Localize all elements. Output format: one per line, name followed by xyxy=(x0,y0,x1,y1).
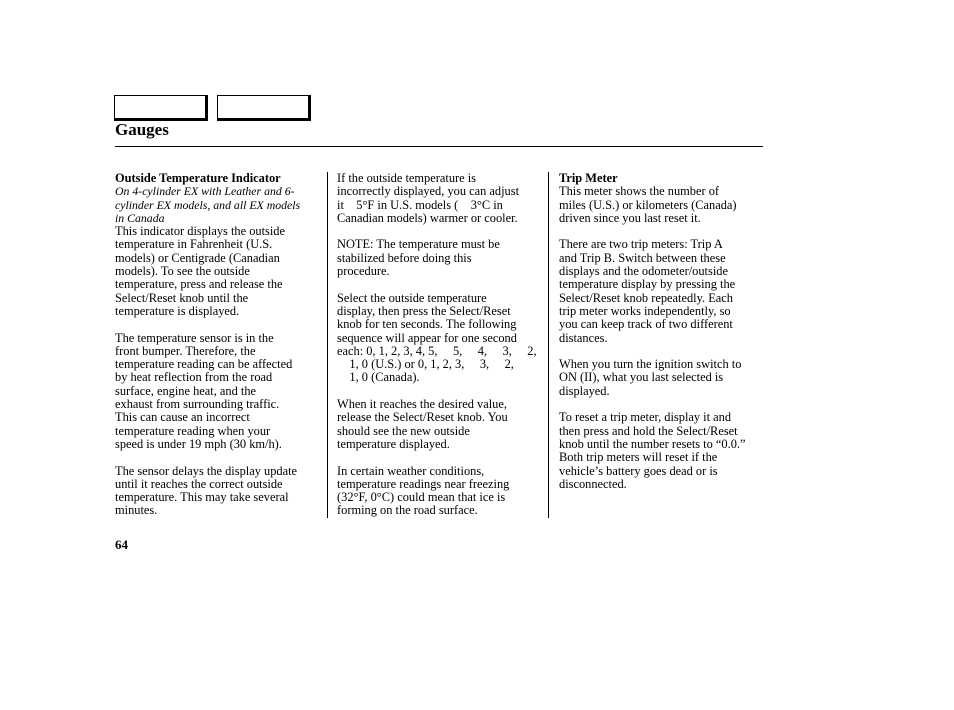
text-line: temperature, press and release the xyxy=(115,277,283,292)
section-body xyxy=(559,185,764,491)
text-line: miles (U.S.) or kilometers (Canada) xyxy=(559,197,737,212)
column-temperature-adjust xyxy=(337,172,549,531)
text-line: models). To see the outside xyxy=(115,264,250,279)
text-line: minutes. xyxy=(115,503,158,518)
section-subheading xyxy=(115,185,323,225)
text-line: displayed. xyxy=(559,383,610,398)
section-heading: Trip Meter xyxy=(559,171,618,185)
paragraph xyxy=(337,238,549,278)
text-line: This meter shows the number of xyxy=(559,184,720,199)
text-line: temperature displayed. xyxy=(337,436,450,451)
text-line: In certain weather conditions, xyxy=(337,463,485,478)
page-title: Gauges xyxy=(115,120,169,139)
text-line: temperature reading can be affected xyxy=(115,357,293,372)
text-line: trip meter works independently, so xyxy=(559,303,731,318)
text-line: vehicle’s battery goes dead or is xyxy=(559,463,718,478)
text-line: knob for ten seconds. The following xyxy=(337,317,517,332)
column-divider xyxy=(327,172,328,518)
text-line: If the outside temperature is xyxy=(337,171,477,185)
text-line: This indicator displays the outside xyxy=(115,224,286,239)
paragraph xyxy=(559,185,764,225)
text-line: display, then press the Select/Reset xyxy=(337,303,511,318)
section-body xyxy=(337,172,549,518)
text-line: models) or Centigrade (Canadian xyxy=(115,250,280,265)
paragraph xyxy=(337,172,549,225)
paragraph xyxy=(337,292,549,385)
text-line: The temperature sensor is in the xyxy=(115,330,274,345)
text-line: Canadian models) warmer or cooler. xyxy=(337,210,518,225)
section-heading: Outside Temperature Indicator xyxy=(115,171,281,185)
column-outside-temperature xyxy=(115,172,323,531)
text-line: exhaust from surrounding traffic. xyxy=(115,397,280,412)
text-line: surface, engine heat, and the xyxy=(115,383,257,398)
text-line: temperature in Fahrenheit (U.S. xyxy=(115,237,273,252)
text-line: Both trip meters will reset if the xyxy=(559,450,718,465)
text-line: There are two trip meters: Trip A xyxy=(559,237,723,252)
paragraph xyxy=(337,398,549,451)
text-line: disconnected. xyxy=(559,476,627,491)
text-line: each: 0, 1, 2, 3, 4, 5, 5, 4, 3, 2, xyxy=(337,343,537,358)
text-line: by heat reflection from the road xyxy=(115,370,273,385)
text-line: in Canada xyxy=(115,210,165,225)
text-line: it 5°F in U.S. models ( 3°C in xyxy=(337,197,503,212)
text-line: To reset a trip meter, display it and xyxy=(559,410,732,425)
section-tab-2[interactable] xyxy=(217,95,311,121)
paragraph xyxy=(559,238,764,344)
text-line: and Trip B. Switch between these xyxy=(559,250,726,265)
text-line: On 4-cylinder EX with Leather and 6- xyxy=(115,184,295,199)
paragraph xyxy=(337,465,549,518)
title-rule xyxy=(115,146,763,147)
text-line: 1, 0 (Canada). xyxy=(337,370,420,385)
text-line: temperature reading when your xyxy=(115,423,271,438)
text-line: sequence will appear for one second xyxy=(337,330,517,345)
paragraph xyxy=(115,465,323,518)
text-line: speed is under 19 mph (30 km/h). xyxy=(115,436,282,451)
text-line: incorrectly displayed, you can adjust xyxy=(337,184,520,199)
text-line: cylinder EX models, and all EX models xyxy=(115,197,301,212)
text-line: you can keep track of two different xyxy=(559,317,733,332)
text-line: distances. xyxy=(559,330,608,345)
text-line: Select/Reset knob until the xyxy=(115,290,249,305)
text-line: knob until the number resets to “0.0.” xyxy=(559,436,746,451)
paragraph xyxy=(115,225,323,318)
text-line: temperature readings near freezing xyxy=(337,476,510,491)
text-line: The sensor delays the display update xyxy=(115,463,298,478)
text-line: until it reaches the correct outside xyxy=(115,476,283,491)
text-line: ON (II), what you last selected is xyxy=(559,370,724,385)
text-line: driven since you last reset it. xyxy=(559,210,701,225)
text-line: displays and the odometer/outside xyxy=(559,264,728,279)
section-body xyxy=(115,225,323,518)
text-line: (32°F, 0°C) could mean that ice is xyxy=(337,490,506,505)
text-line: This can cause an incorrect xyxy=(115,410,250,425)
text-line: NOTE: The temperature must be xyxy=(337,237,500,252)
section-tab-1[interactable] xyxy=(114,95,208,121)
text-line: then press and hold the Select/Reset xyxy=(559,423,738,438)
text-line: Select the outside temperature xyxy=(337,290,487,305)
text-line: 1, 0 (U.S.) or 0, 1, 2, 3, 3, 2, xyxy=(337,357,514,372)
text-line: stabilized before doing this xyxy=(337,250,472,265)
text-line: front bumper. Therefore, the xyxy=(115,343,256,358)
text-line: forming on the road surface. xyxy=(337,503,478,518)
paragraph xyxy=(559,411,764,491)
text-line: When you turn the ignition switch to xyxy=(559,357,742,372)
text-line: temperature display by pressing the xyxy=(559,277,736,292)
column-trip-meter xyxy=(559,172,764,504)
text-line: temperature is displayed. xyxy=(115,303,240,318)
text-line: When it reaches the desired value, xyxy=(337,397,507,412)
text-line: should see the new outside xyxy=(337,423,470,438)
text-line: Select/Reset knob repeatedly. Each xyxy=(559,290,733,305)
page-number: 64 xyxy=(115,537,128,552)
text-line: procedure. xyxy=(337,264,390,279)
paragraph xyxy=(559,358,764,398)
text-line: temperature. This may take several xyxy=(115,490,289,505)
paragraph xyxy=(115,332,323,452)
text-line: release the Select/Reset knob. You xyxy=(337,410,508,425)
